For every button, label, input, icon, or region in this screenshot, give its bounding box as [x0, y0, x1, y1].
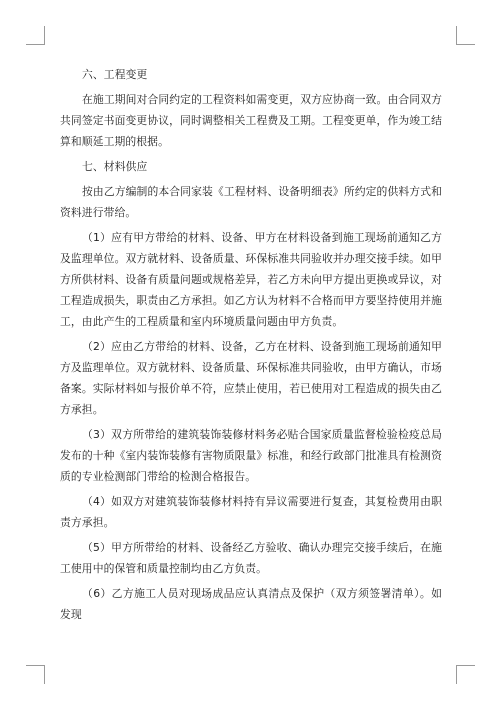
crop-mark-bottom-left	[26, 665, 45, 684]
crop-mark-bottom-right	[456, 665, 475, 684]
crop-mark-top-left	[26, 26, 45, 45]
paragraph-clause-4: （4）如双方对建筑装饰装修材料持有异议需要进行复查，其复检费用由职责方承担。	[60, 495, 442, 529]
paragraph-engineering-change: 在施工期间对合同约定的工程资料如需变更，双方应协商一致。由合同双方共同签定书面变更协议，同时调整相关工程费及工期。工程变更单，作为竣工结算和顺延工期的根据。	[60, 93, 442, 148]
document-body	[60, 64, 442, 629]
paragraph-clause-5: （5）甲方所带给的材料、设备经乙方验收、确认办理完交接手续后，在施工使用中的保管和质量控制均由乙方负责。	[60, 541, 442, 575]
paragraph-clause-6: （6）乙方施工人员对现场成品应认真清点及保护（双方须签署清单）。如发现	[60, 587, 442, 621]
paragraph-clause-1: （1）应有甲方带给的材料、设备、甲方在材料设备到施工现场前通知乙方及监理单位。双方就材料、设备质量、环保标准共同验收并办理交接手续。如甲方所供材料、设备有质量问题或规格差异，若乙方未向甲方提出更换或异议，对工程造成损失，职责由乙方承担。如乙方认为材料不合格而甲方要坚持使用并施工，由此产生的工程质量和室内环境质量问题由甲方负责。	[60, 231, 442, 328]
section-heading-material-supply: 七、材料供应	[82, 160, 148, 173]
paragraph-clause-2: （2）应由乙方带给的材料、设备，乙方在材料、设备到施工现场前通知甲方及监理单位。双方就材料、设备质量、环保标准共同验收，由甲方确认，市场备案。实际材料如与报价单不符，应禁止使用，若已使用对工程造成的损失由乙方承担。	[60, 340, 442, 416]
crop-mark-top-right	[456, 26, 475, 45]
section-heading-engineering-change: 六、工程变更	[82, 68, 148, 81]
paragraph-clause-3: （3）双方所带给的建筑装饰装修材料务必贴合国家质量监督检验检疫总局发布的十种《室内装饰装修有害物质限量》标准，和经行政部门批准具有检测资质的专业检测部门带给的检测合格报告。	[60, 428, 442, 483]
paragraph-material-intro: 按由乙方编制的本合同家装《工程材料、设备明细表》所约定的供料方式和资料进行带给。	[60, 185, 442, 219]
